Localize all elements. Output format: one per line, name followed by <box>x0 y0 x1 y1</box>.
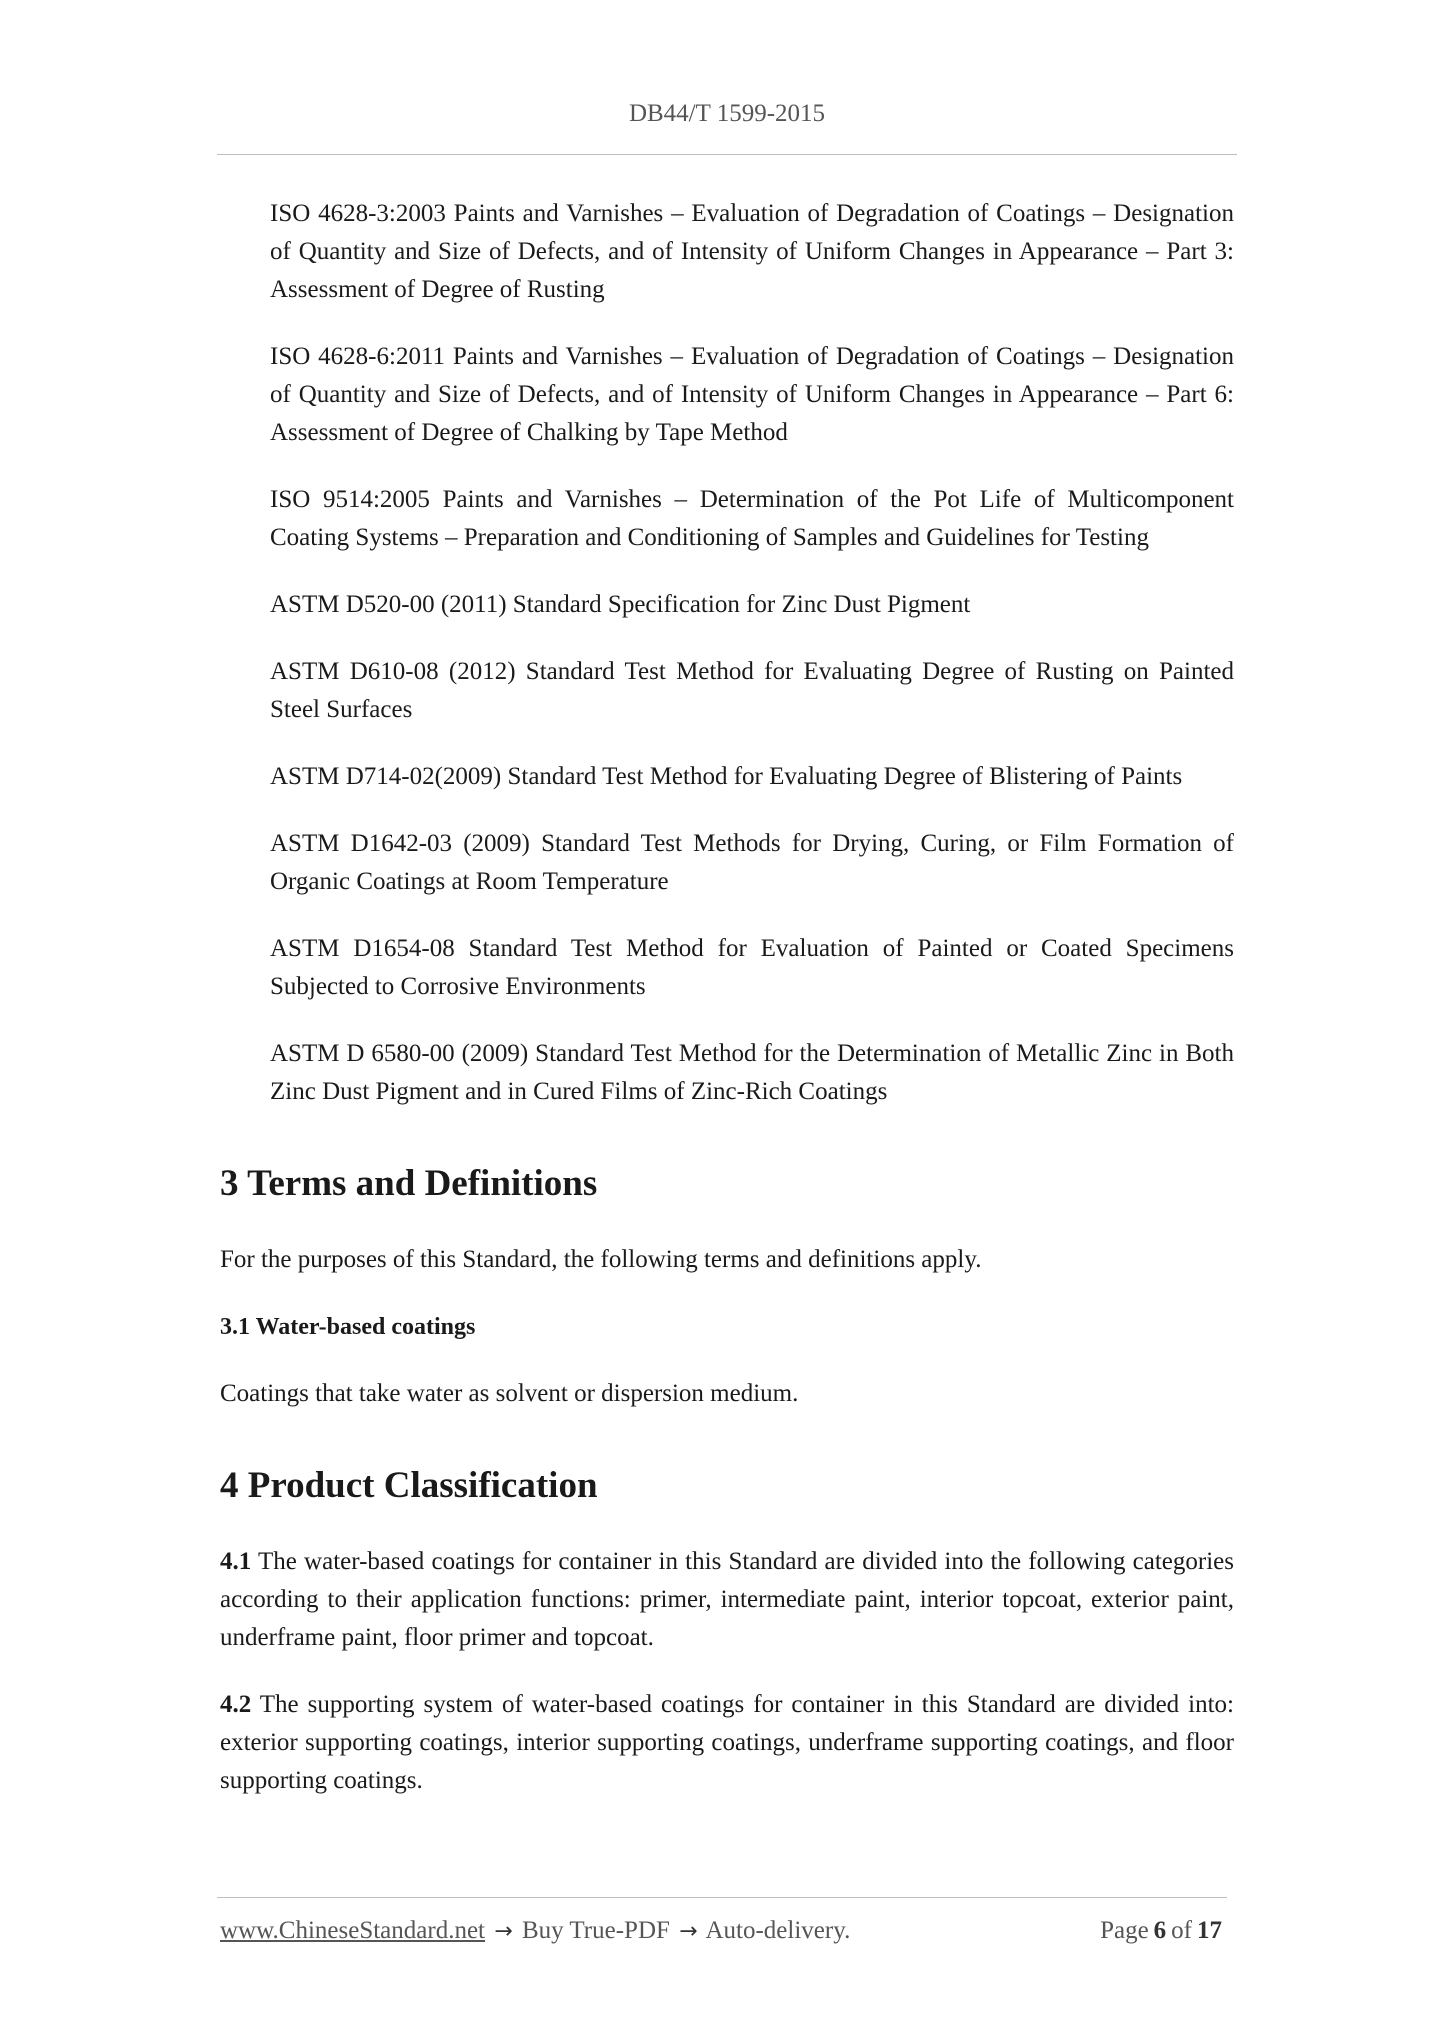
reference-item: ASTM D520-00 (2011) Standard Specification for Zinc Dust Pigment <box>270 591 971 618</box>
reference-item: ISO 4628-3:2003 Paints and Varnishes – Evaluation of Degradation of Coatings – Designation of Quantity and Size of Defects, and of Intensity of Uniform Changes in Appearance – Part 3: Assessment of Degree of Rusting <box>270 200 1234 303</box>
reference-item: ISO 9514:2005 Paints and Varnishes – Determination of the Pot Life of Multicomponent Coating Systems – Preparation and Conditioning of Samples and Guidelines for Testing <box>270 486 1234 551</box>
reference-item: ASTM D1642-03 (2009) Standard Test Methods for Drying, Curing, or Film Formation of Organic Coatings at Room Temperature <box>270 830 1234 895</box>
clause-4-2 <box>220 1686 1234 1800</box>
section-4-heading: 4 Product Classification <box>220 1465 598 1506</box>
clause-4-2-text: The supporting system of water-based coatings for container in this Standard are divided into: exterior supporting coatings, interior supporting coatings, underframe supporting coatings, and floor supporting coatings. <box>220 1691 1234 1794</box>
current-page-number: 6 <box>1153 1917 1167 1944</box>
header-divider <box>217 154 1237 155</box>
clause-4-2-number: 4.2 <box>220 1691 252 1718</box>
normative-references-list <box>270 195 1234 1111</box>
section-3-heading: 3 Terms and Definitions <box>220 1163 598 1204</box>
reference-item: ASTM D1654-08 Standard Test Method for Evaluation of Painted or Coated Specimens Subjected to Corrosive Environments <box>270 935 1234 1000</box>
reference-item: ASTM D714-02(2009) Standard Test Method for Evaluating Degree of Blistering of Paints <box>270 763 1183 790</box>
clause-4-1-text: The water-based coatings for container in this Standard are divided into the following categories according to their application functions: primer, intermediate paint, interior topcoat, exterior paint, underframe paint, floor primer and topcoat. <box>220 1548 1234 1651</box>
term-3-1-heading: 3.1 Water-based coatings <box>220 1314 476 1340</box>
footer-promo <box>220 1917 850 1945</box>
reference-item: ASTM D610-08 (2012) Standard Test Method for Evaluating Degree of Rusting on Painted Steel Surfaces <box>270 658 1234 723</box>
buy-true-pdf-text: Buy True-PDF <box>521 1917 670 1944</box>
page-content <box>220 195 1234 1829</box>
arrow-right-icon: → <box>494 1919 513 1944</box>
reference-item: ISO 4628-6:2011 Paints and Varnishes – Evaluation of Degradation of Coatings – Designation of Quantity and Size of Defects, and of Intensity of Uniform Changes in Appearance – Part 6: Assessment of Degree of Chalking by Tape Method <box>270 343 1234 446</box>
document-id-header: DB44/T 1599-2015 <box>628 100 826 127</box>
arrow-right-icon: → <box>679 1919 698 1944</box>
clause-4-1 <box>220 1543 1234 1657</box>
page-indicator <box>1100 1917 1227 1945</box>
clause-4-1-number: 4.1 <box>220 1548 252 1575</box>
site-link[interactable]: www.ChineseStandard.net <box>220 1917 485 1944</box>
total-pages-number: 17 <box>1197 1917 1222 1944</box>
page-of-label: of <box>1171 1917 1192 1944</box>
footer-divider <box>217 1897 1227 1898</box>
term-3-1-definition: Coatings that take water as solvent or dispersion medium. <box>220 1380 799 1407</box>
auto-delivery-text: Auto-delivery. <box>705 1917 851 1944</box>
reference-item: ASTM D 6580-00 (2009) Standard Test Method for the Determination of Metallic Zinc in Both Zinc Dust Pigment and in Cured Films of Zinc-Rich Coatings <box>270 1040 1234 1105</box>
section-3-intro: For the purposes of this Standard, the following terms and definitions apply. <box>220 1246 982 1273</box>
page-label: Page <box>1100 1917 1149 1944</box>
